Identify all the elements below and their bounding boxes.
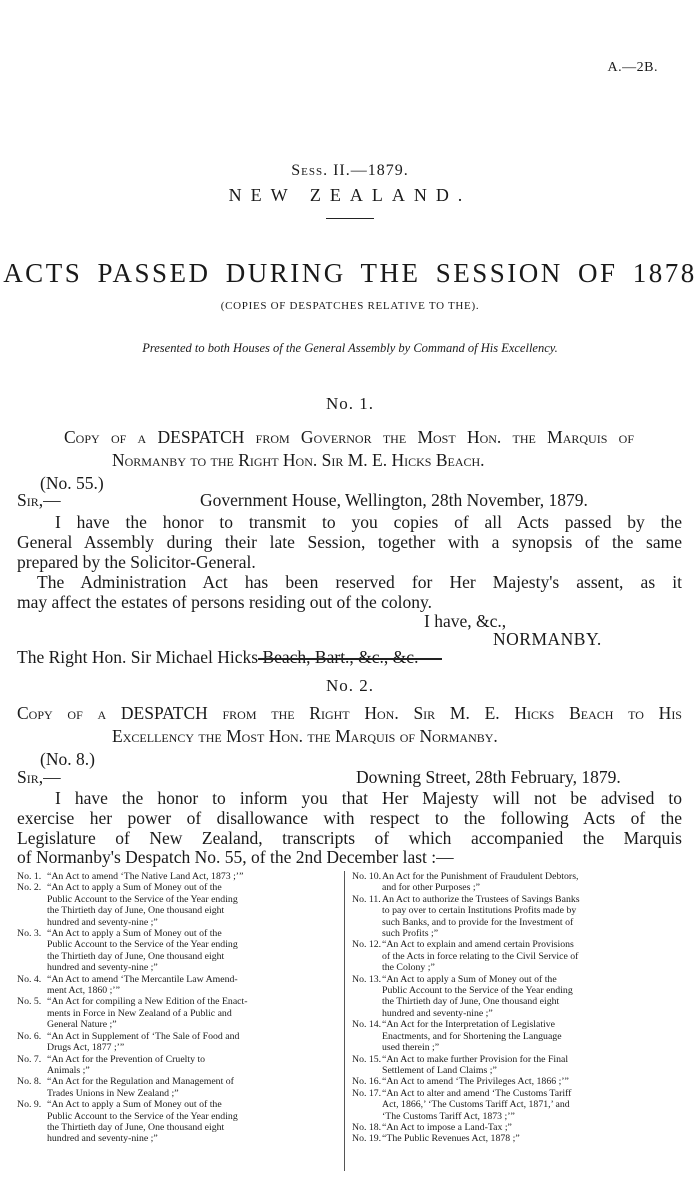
despatch-1-body-line: The Administration Act has been reserved for Her Majesty's assent, as it — [37, 572, 682, 592]
country-heading: NEW ZEALAND. — [228, 185, 472, 205]
despatch-2-body-line: Legislature of New Zealand, transcripts of which accompanied the Marquis — [17, 828, 682, 848]
act-title-line: the Thirtieth day of June, One thousand eight — [47, 950, 225, 962]
act-title-line: “An Act to explain and amend certain Provisions — [382, 939, 574, 951]
act-title-line: Settlement of Land Claims ;” — [382, 1064, 497, 1076]
act-title-line: “An Act for compiling a New Edition of the Enact- — [47, 996, 248, 1008]
act-title-line: “An Act to impose a Land-Tax ;” — [382, 1121, 512, 1133]
act-title-line: Public Account to the Service of the Year ending — [47, 1110, 238, 1122]
act-number: No. 13. — [352, 973, 382, 985]
session-label: Sess. II.—1879. — [291, 162, 409, 179]
act-title — [47, 974, 339, 997]
despatch-2-address: Downing Street, 28th February, 1879. — [356, 767, 621, 787]
act-title-line: ‘The Customs Tariff Act, 1873 ;’” — [382, 1110, 515, 1122]
acts-list-right — [352, 871, 682, 1145]
act-number: No. 7. — [17, 1053, 42, 1065]
act-title-line: Drugs Act, 1877 ;’” — [47, 1042, 125, 1054]
act-title-line: the Colony ;” — [382, 962, 435, 974]
act-item — [17, 1099, 339, 1145]
act-title-line: such Profits ;” — [382, 928, 439, 940]
act-title-line: Act, 1866,’ ‘The Customs Tariff Act, 1871,’ and — [382, 1099, 570, 1111]
act-title-line: Enactments, and for Shortening the Language — [382, 1030, 562, 1042]
despatch-1-signature: NORMANBY. — [493, 629, 602, 649]
act-title-line: “An Act to apply a Sum of Money out of the — [47, 882, 222, 894]
act-number: No. 16. — [352, 1076, 382, 1088]
column-divider — [344, 871, 345, 1171]
act-item — [17, 996, 339, 1030]
act-number: No. 2. — [17, 882, 42, 894]
act-title-line: Animals ;” — [47, 1064, 90, 1076]
act-title-line: “An Act to amend ‘The Mercantile Law Amend- — [47, 973, 238, 985]
act-title-line: “An Act to apply a Sum of Money out of the — [382, 973, 557, 985]
despatch-2-salutation: Sir,— — [17, 767, 61, 787]
act-title — [47, 1054, 339, 1077]
act-title-line: An Act for the Punishment of Fraudulent Debtors, — [382, 871, 579, 882]
act-title — [382, 1122, 682, 1133]
act-item — [17, 1076, 339, 1099]
act-title — [47, 928, 339, 974]
despatch-1-address: Government House, Wellington, 28th November, 1879. — [200, 490, 588, 510]
act-number: No. 4. — [17, 973, 42, 985]
act-title-line: Public Account to the Service of the Year ending — [47, 893, 238, 905]
despatch-2-body-line: I have the honor to inform you that Her Majesty will not be advised to — [55, 788, 682, 808]
act-number: No. 11. — [352, 893, 381, 905]
act-title-line: Trades Unions in New Zealand ;” — [47, 1087, 179, 1099]
despatch-2-body-line: exercise her power of disallowance with respect to the following Acts of the — [17, 808, 682, 828]
act-title-line: hundred and seventy-nine ;” — [382, 1007, 493, 1019]
act-title-line: “An Act to amend ‘The Privileges Act, 1866 ;’” — [382, 1076, 569, 1088]
despatch-1-heading: No. 1. — [325, 394, 375, 413]
despatch-2-body-line: of Normanby's Despatch No. 55, of the 2nd December last :— — [17, 847, 454, 867]
despatch-1-addressee: The Right Hon. Sir Michael Hicks Beach, Bart., &c., &c. — [17, 647, 419, 667]
act-title — [382, 974, 682, 1020]
act-title — [382, 1054, 682, 1077]
act-title-line: the Thirtieth day of June, One thousand eight — [47, 905, 225, 917]
act-title — [47, 1076, 339, 1099]
act-number: No. 8. — [17, 1076, 42, 1088]
despatch-1-salutation: Sir,— — [17, 490, 61, 510]
despatch-1-number: (No. 55.) — [40, 473, 104, 493]
despatch-1-body-line: General Assembly during their late Session, together with a synopsis of the same — [17, 532, 682, 552]
act-title-line: hundred and seventy-nine ;” — [47, 1133, 158, 1145]
act-title-line: hundred and seventy-nine ;” — [47, 916, 158, 928]
act-item — [17, 928, 339, 974]
despatch-1-copy-line-1: Copy of a DESPATCH from Governor the Most Hon. the Marquis of — [64, 427, 634, 447]
act-number: No. 12. — [352, 939, 382, 951]
act-item — [17, 882, 339, 928]
act-item — [352, 974, 682, 1020]
act-title-line: to pay over to certain Institutions Profits made by — [382, 905, 577, 917]
despatch-2-heading: No. 2. — [325, 676, 375, 695]
act-number: No. 19. — [352, 1133, 382, 1145]
despatch-1-copy-line-2: Normanby to the Right Hon. Sir M. E. Hicks Beach. — [112, 450, 485, 470]
section-divider — [258, 658, 442, 660]
act-title — [382, 894, 682, 940]
act-item — [17, 1031, 339, 1054]
act-title — [47, 1031, 339, 1054]
act-title-line: ment Act, 1860 ;’” — [47, 985, 120, 997]
act-title-line: and for other Purposes ;” — [382, 882, 480, 894]
despatch-2-copy-line-1: Copy of a DESPATCH from the Right Hon. Sir M. E. Hicks Beach to His — [17, 703, 682, 723]
act-title — [47, 996, 339, 1030]
act-title — [47, 871, 339, 882]
act-title — [47, 1099, 339, 1145]
act-title-line: “An Act for the Regulation and Management of — [47, 1076, 234, 1088]
act-item — [352, 1088, 682, 1122]
act-title-line: “The Public Revenues Act, 1878 ;” — [382, 1133, 520, 1145]
despatch-1-body-line: may affect the estates of persons residing out of the colony. — [17, 592, 433, 612]
act-item — [17, 974, 339, 997]
act-title-line: Public Account to the Service of the Year ending — [47, 939, 238, 951]
act-title-line: “An Act to alter and amend ‘The Customs Tariff — [382, 1087, 572, 1099]
act-number: No. 17. — [352, 1087, 382, 1099]
despatch-2-copy-line-2: Excellency the Most Hon. the Marquis of Normanby. — [112, 726, 498, 746]
act-number: No. 9. — [17, 1099, 42, 1111]
act-title — [382, 1019, 682, 1053]
despatch-2-number: (No. 8.) — [40, 749, 95, 769]
act-item — [352, 1122, 682, 1133]
act-item — [17, 871, 339, 882]
act-item — [352, 1019, 682, 1053]
act-title-line: “An Act to make further Provision for the Final — [382, 1053, 569, 1065]
act-title-line: hundred and seventy-nine ;” — [47, 962, 158, 974]
despatch-1-body-line: prepared by the Solicitor-General. — [17, 552, 256, 572]
act-title-line: “An Act in Supplement of ‘The Sale of Food and — [47, 1030, 240, 1042]
acts-list-left — [17, 871, 339, 1145]
act-title — [382, 871, 682, 894]
act-item — [17, 1054, 339, 1077]
act-title-line: “An Act to apply a Sum of Money out of the — [47, 928, 222, 940]
act-number: No. 15. — [352, 1053, 382, 1065]
act-title-line: used therein ;” — [382, 1042, 440, 1054]
act-title-line: ments in Force in New Zealand of a Public and — [47, 1007, 232, 1019]
act-title — [382, 939, 682, 973]
page-reference: A.—2B. — [607, 60, 658, 75]
act-item — [352, 894, 682, 940]
act-number: No. 5. — [17, 996, 42, 1008]
despatch-1-closing: I have, &c., — [424, 611, 507, 631]
act-number: No. 1. — [17, 871, 42, 882]
act-item — [352, 1076, 682, 1087]
act-item — [352, 871, 682, 894]
act-title-line: “An Act to amend ‘The Native Land Act, 1873 ;’” — [47, 871, 244, 882]
act-title-line: the Thirtieth day of June, One thousand eight — [47, 1121, 225, 1133]
act-title — [382, 1076, 682, 1087]
act-number: No. 6. — [17, 1030, 42, 1042]
act-title-line: An Act to authorize the Trustees of Savings Banks — [382, 893, 580, 905]
act-title-line: “An Act to apply a Sum of Money out of the — [47, 1099, 222, 1111]
act-title-line: General Nature ;” — [47, 1019, 117, 1031]
act-item — [352, 1054, 682, 1077]
act-number: No. 14. — [352, 1019, 382, 1031]
act-title-line: “An Act for the Prevention of Cruelty to — [47, 1053, 206, 1065]
act-title-line: “An Act for the Interpretation of Legislative — [382, 1019, 556, 1031]
act-title — [47, 882, 339, 928]
act-title-line: such Banks, and to provide for the Investment of — [382, 916, 574, 928]
document-subtitle: (COPIES OF DESPATCHES RELATIVE TO THE). — [220, 300, 480, 312]
act-item — [352, 1133, 682, 1144]
act-title — [382, 1133, 682, 1144]
document-title: ACTS PASSED DURING THE SESSION OF 1878 — [3, 258, 697, 288]
presented-note: Presented to both Houses of the General Assembly by Command of His Excellency. — [142, 341, 558, 355]
act-number: No. 10. — [352, 871, 382, 882]
act-title — [382, 1088, 682, 1122]
act-number: No. 3. — [17, 928, 42, 940]
act-title-line: the Thirtieth day of June, One thousand eight — [382, 996, 560, 1008]
act-number: No. 18. — [352, 1121, 382, 1133]
act-item — [352, 939, 682, 973]
act-title-line: Public Account to the Service of the Year ending — [382, 985, 573, 997]
short-divider — [326, 218, 374, 219]
despatch-1-body-line: I have the honor to transmit to you copies of all Acts passed by the — [55, 512, 682, 532]
act-title-line: of the Acts in force relating to the Civil Service of — [382, 950, 579, 962]
